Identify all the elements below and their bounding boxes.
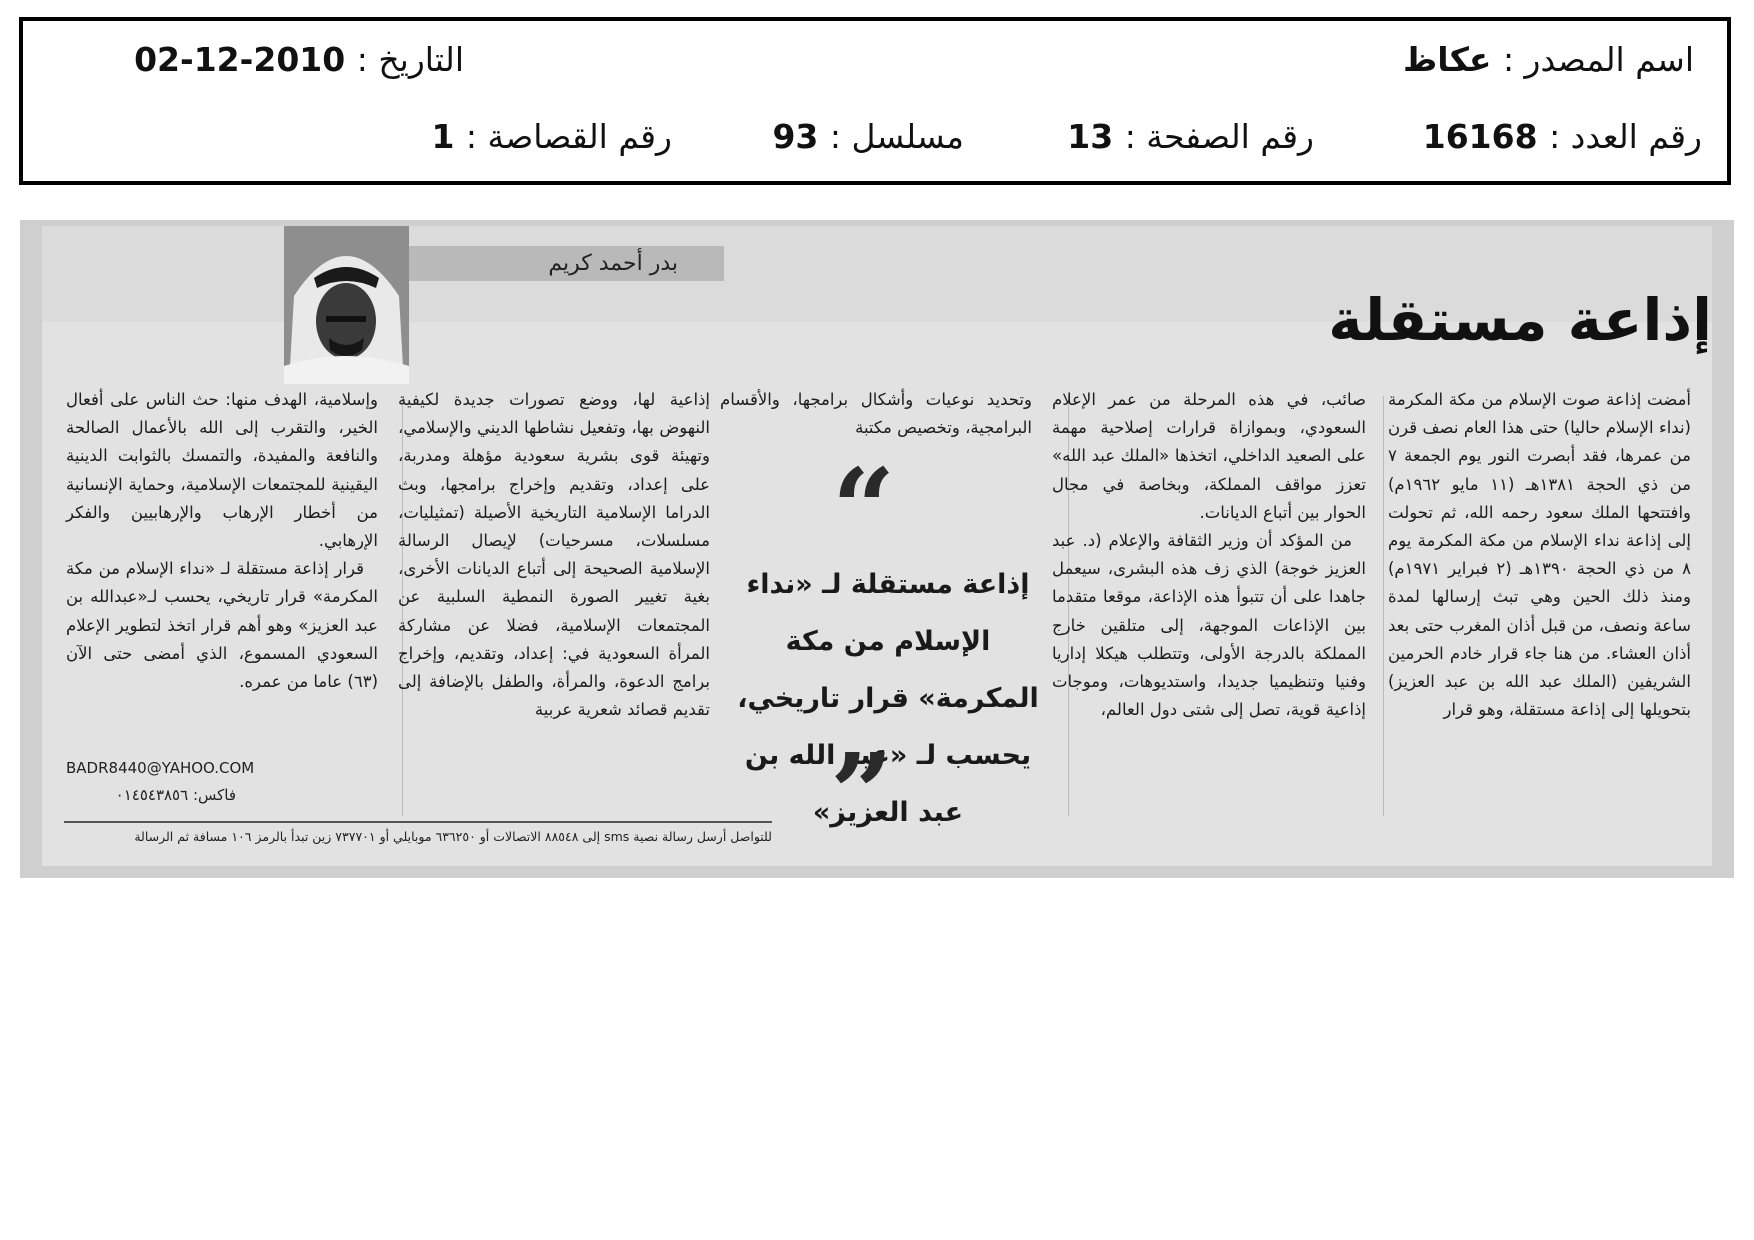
- author-fax: فاكس: ٠١٤٥٤٣٨٥٦: [115, 786, 236, 804]
- paragraph: من المؤكد أن وزير الثقافة والإعلام (د. عبد العزيز خوجة) الذي زف هذه البشرى، سيعمل جاهدا على أن تتبوأ هذه الإذاعة، موقعا متقدما بين الإذاعات الموجهة، إلى متلقين خارج المملكة بالدرجة الأولى، وتتطلب هيكلا إداريا وفنيا وتنظيميا جديدا، واستديوهات، وموجات إذاعية قوية، تصل إلى شتى دول العالم،: [1052, 531, 1366, 720]
- headline: إذاعة مستقلة: [1328, 286, 1712, 354]
- clip-value: 1: [431, 117, 455, 156]
- article-column-4: [398, 386, 710, 724]
- contact-footer: للتواصل أرسل رسالة نصية sms إلى ٨٨٥٤٨ الاتصالات أو ٦٣٦٢٥٠ موبايلي أو ٧٣٧٧٠١ زين تبدأ بالرمز ١٠٦ مسافة ثم الرسالة: [64, 821, 772, 853]
- article-column-5: [66, 386, 378, 696]
- serial-label: مسلسل :: [829, 117, 964, 156]
- clipping-paper: [42, 226, 1712, 866]
- page-field: [1067, 117, 1314, 156]
- paragraph: قرار إذاعة مستقلة لـ «نداء الإسلام من مكة المكرمة» قرار تاريخي، يحسب لـ«عبدالله بن عبد العزيز» وهو أهم قرار اتخذ لتطوير الإعلام السعودي المسموع، الذي أمضى حتى الآن (٦٣) عاما من عمره.: [66, 559, 378, 692]
- paragraph: وتحديد نوعيات وأشكال برامجها، والأقسام البرامجية، وتخصيص مكتبة: [720, 390, 1032, 438]
- issue-field: [1423, 117, 1702, 156]
- date-label: التاريخ :: [356, 40, 464, 79]
- article-column-2: [1052, 386, 1366, 724]
- page-label: رقم الصفحة :: [1124, 117, 1314, 156]
- date-field: [134, 40, 464, 79]
- date-value: 2010-12-02: [134, 40, 346, 79]
- paragraph: أمضت إذاعة صوت الإسلام من مكة المكرمة (نداء الإسلام حاليا) حتى هذا العام نصف قرن من عمرها، فقد أبصرت النور يوم الجمعة ٧ من ذي الحجة ١٣٨١هـ (١١ مايو ١٩٦٢م) وافتتحها الملك سعود رحمه الله، ثم تحولت إلى إذاعة نداء الإسلام من مكة المكرمة يوم ٨ من ذي الحجة ١٣٩٠هـ (٢ فبراير ١٩٧١م) ومنذ ذلك الحين وهي تبث إرسالها لمدة ساعة ونصف، من قبل أذان المغرب حتى بعد أذان العشاء. من هنا جاء قرار خادم الحرمين الشريفين (الملك عبد الله بن عبد العزيز) بتحويلها إلى إذاعة مستقلة، وهو قرار: [1388, 390, 1691, 720]
- author-name: بدر أحمد كريم: [548, 251, 678, 276]
- pull-quote: إذاعة مستقلة لـ «نداء الإسلام من مكة المكرمة» قرار تاريخي، يحسب لـ «عبد الله بن عبد العزيز»: [737, 569, 1039, 828]
- author-photo: [284, 226, 409, 384]
- serial-field: [772, 117, 964, 156]
- column-divider: [1383, 396, 1384, 816]
- source-value: عكاظ: [1403, 40, 1492, 79]
- page-value: 13: [1067, 117, 1114, 156]
- paragraph: إذاعية لها، ووضع تصورات جديدة لكيفية النهوض بها، وتفعيل نشاطها الديني والإسلامي، وتهيئة قوى بشرية سعودية مؤهلة ومدربة، على إعداد، وتقديم وإخراج برامجها، وبث الدراما الإسلامية التاريخية الأصيلة (تمثيليات، مسلسلات، مسرحيات) لإيصال الرسالة الإسلامية الصحيحة إلى أتباع الديانات الأخرى، بغية تغيير الصورة النمطية السلبية عن المجتمعات الإسلامية، فضلا عن مشاركة المرأة السعودية في: إعداد، وتقديم، وإخراج برامج الدعوة، والمرأة، والطفل بالإضافة إلى تقديم قصائد شعرية عربية: [398, 390, 710, 720]
- source-field: [1403, 40, 1694, 79]
- issue-label: رقم العدد :: [1549, 117, 1702, 156]
- opening-quote-mark: “: [832, 444, 896, 573]
- issue-value: 16168: [1422, 117, 1538, 156]
- clip-field: [431, 117, 672, 156]
- source-label: اسم المصدر :: [1502, 40, 1694, 79]
- article-column-1: [1388, 386, 1691, 724]
- serial-value: 93: [772, 117, 819, 156]
- clip-label: رقم القصاصة :: [465, 117, 672, 156]
- paragraph: وإسلامية، الهدف منها: حث الناس على أفعال الخير، والتقرب إلى الله بالأعمال الصالحة والنافعة والمفيدة، والتمسك بالثوابت الدينية اليقينية للمجتمعات الإسلامية، وحماية الإنسانية من أخطار الإرهاب والإرهابيين والفكر الإرهابي.: [66, 390, 378, 551]
- closing-quote-mark: „: [832, 666, 896, 795]
- article-clipping: [20, 220, 1734, 878]
- author-email: BADR8440@YAHOO.COM: [66, 759, 255, 777]
- paragraph: صائب، في هذه المرحلة من عمر الإعلام السعودي، وبموازاة قرارات إصلاحية مهمة على الصعيد الداخلي، اتخذها «الملك عبد الله» تعزز مواقف المملكة، وبخاصة في مجال الحوار بين أتباع الديانات.: [1052, 390, 1366, 522]
- article-column-3: [720, 386, 1032, 442]
